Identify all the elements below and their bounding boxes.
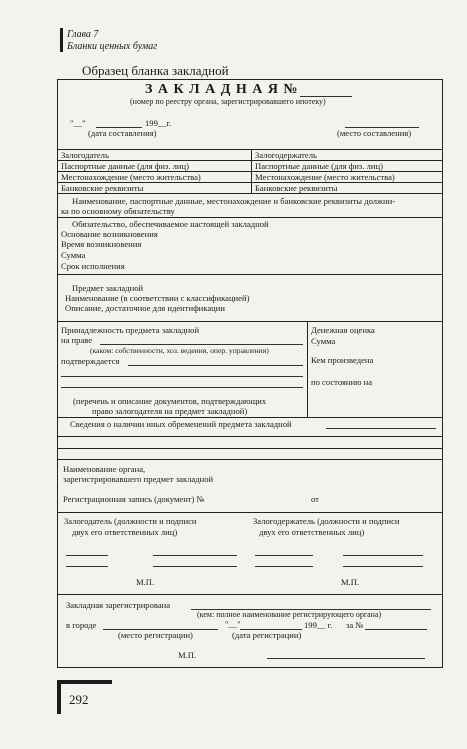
- subject-name: Наименование (в соответствии с классификацией): [65, 293, 250, 303]
- page-number-mark: [57, 680, 112, 684]
- pledgor-sign-1: Залогодатель (должности и подписи: [64, 516, 197, 526]
- pledgor-stamp: М.П.: [136, 577, 155, 587]
- grid-line: [57, 594, 443, 595]
- grid-line: [57, 321, 443, 322]
- docs-blank-2: [61, 387, 303, 388]
- obligation-sum: Сумма: [61, 250, 86, 260]
- grid-line: [57, 149, 443, 150]
- city-label: в городе: [66, 620, 97, 630]
- sign-blank: [343, 555, 423, 556]
- place-caption: (место составления): [337, 128, 412, 138]
- date-caption: (дата составления): [88, 128, 157, 138]
- sign-blank: [255, 566, 313, 567]
- registered-label: Закладная зарегистрирована: [66, 600, 171, 610]
- chapter-subtitle: Бланки ценных бумаг: [67, 41, 158, 52]
- pledgee-label: Залогодержатель: [255, 150, 317, 160]
- grid-line: [57, 436, 443, 437]
- registrar-record: Регистрационная запись (документ) №: [63, 494, 205, 504]
- date-prefix: "__": [70, 118, 86, 128]
- obligation-time: Время возникновения: [61, 239, 142, 249]
- ownership-right: на праве: [61, 335, 93, 345]
- ownership-confirmed: подтверждается: [61, 356, 120, 366]
- subject-description: Описание, достаточное для идентификации: [65, 303, 225, 313]
- pledgee-passport: Паспортные данные (для физ. лиц): [255, 161, 383, 171]
- subject-title: Предмет закладной: [72, 283, 144, 293]
- registrar-name-1: Наименование органа,: [63, 464, 146, 474]
- section-title: Образец бланка закладной: [82, 63, 229, 78]
- confirmed-blank: [128, 365, 303, 366]
- pledgee-bank: Банковские реквизиты: [255, 183, 338, 193]
- pledgor-bank: Банковские реквизиты: [61, 183, 144, 193]
- pledgee-address: Местонахождение (место жительства): [255, 172, 395, 182]
- grid-line: [57, 512, 443, 513]
- grid-line: [57, 193, 443, 194]
- pledgee-sign-1: Залогодержатель (должности и подписи: [253, 516, 400, 526]
- pledgee-stamp: М.П.: [341, 577, 360, 587]
- pledgee-sign-2: двух его ответственных лиц): [259, 527, 365, 537]
- ownership-right-note: (каком: собственности, хоз. ведения, опер. управления): [90, 346, 269, 355]
- registered-by-note: (кем: полное наименование регистрирующего органа): [197, 610, 382, 619]
- grid-line: [57, 448, 443, 449]
- sign-blank: [255, 555, 313, 556]
- sign-blank: [66, 566, 108, 567]
- valuation-by: Кем произведена: [311, 355, 374, 365]
- reg-number-blank: [365, 629, 427, 630]
- obligation-basis: Основание возникновения: [61, 229, 158, 239]
- debtor-line-2: ка по основному обязательству: [61, 206, 175, 216]
- pledgor-label: Залогодатель: [61, 150, 109, 160]
- reg-date-quote: "__": [225, 619, 241, 629]
- pledgor-sign-2: двух его ответственных лиц): [72, 527, 178, 537]
- pledgor-passport: Паспортные данные (для физ. лиц): [61, 161, 189, 171]
- registration-stamp: М.П.: [178, 650, 197, 660]
- reg-place-caption: (место регистрации): [118, 630, 193, 640]
- valuation-title: Денежная оценка: [311, 325, 375, 335]
- right-blank: [100, 344, 303, 345]
- sign-blank: [343, 566, 423, 567]
- grid-line: [57, 217, 443, 218]
- docs-note-1: (перечень и описание документов, подтверждающих: [73, 396, 267, 406]
- grid-line: [57, 417, 443, 418]
- form-title: З А К Л А Д Н А Я №: [145, 82, 299, 97]
- ownership-title: Принадлежность предмета закладной: [61, 325, 200, 335]
- sign-blank: [153, 566, 237, 567]
- page-number-mark: [57, 680, 61, 714]
- registrar-name-2: зарегистрировавшего предмет закладной: [63, 474, 214, 484]
- encumbrances-blank: [326, 428, 436, 429]
- valuation-sum: Сумма: [311, 336, 336, 346]
- obligation-title: Обязательство, обеспечиваемое настоящей закладной: [72, 219, 269, 229]
- docs-note-2: право залогодателя на предмет закладной): [92, 406, 248, 416]
- encumbrances-label: Сведения о наличии иных обременений предмета закладной: [70, 419, 292, 429]
- docs-blank-1: [61, 376, 303, 377]
- sign-blank: [153, 555, 237, 556]
- registrar-from: от: [311, 494, 319, 504]
- chapter-label: Глава 7: [67, 29, 99, 40]
- reg-number: за №: [346, 620, 364, 630]
- debtor-line-1: Наименование, паспортные данные, местонахождение и банковские реквизиты должни-: [72, 196, 396, 206]
- header-bar: [60, 28, 63, 52]
- grid-divider: [307, 321, 308, 417]
- reg-date-caption: (дата регистрации): [232, 630, 302, 640]
- sign-blank: [66, 555, 108, 556]
- registration-sign-blank: [267, 658, 425, 659]
- grid-divider: [251, 149, 252, 193]
- valuation-as-of: по состоянию на: [311, 377, 373, 387]
- registry-note: (номер по реестру органа, зарегистрировавшего ипотеку): [130, 97, 326, 106]
- grid-line: [57, 459, 443, 460]
- grid-line: [57, 274, 443, 275]
- page-number: 292: [69, 692, 89, 707]
- pledgor-address: Местонахождение (место жительства): [61, 172, 201, 182]
- date-year: 199__г.: [145, 118, 172, 128]
- obligation-term: Срок исполнения: [61, 261, 125, 271]
- reg-year: 199__ г.: [304, 620, 333, 630]
